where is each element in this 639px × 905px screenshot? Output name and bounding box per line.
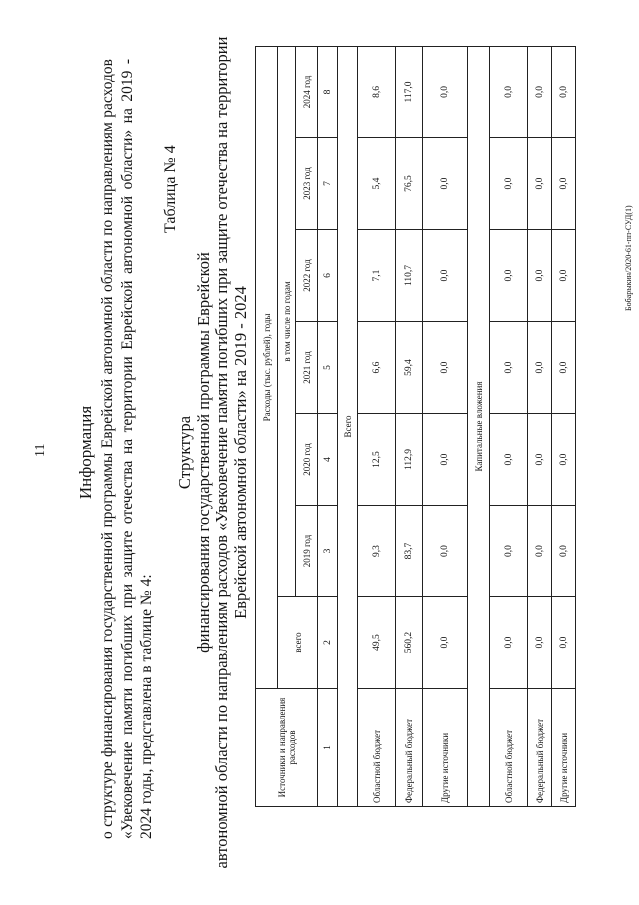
- cell-value: 0,0: [423, 322, 468, 414]
- cell-value: 0,0: [423, 506, 468, 597]
- cell-value: 76,5: [396, 138, 423, 230]
- cell-value: 0,0: [423, 230, 468, 322]
- cell-value: 0,0: [552, 230, 576, 322]
- column-number: 5: [318, 322, 338, 414]
- cell-value: 8,6: [358, 46, 396, 137]
- cell-value: 0,0: [528, 414, 552, 506]
- cell-value: 0,0: [552, 322, 576, 414]
- column-number: 7: [318, 138, 338, 230]
- cell-value: 0,0: [490, 414, 528, 506]
- header-including: в том числе по годам: [278, 46, 296, 596]
- cell-value: 59,4: [396, 322, 423, 414]
- cell-value: 83,7: [396, 506, 423, 597]
- cell-value: 0,0: [490, 506, 528, 597]
- cell-value: 0,0: [552, 506, 576, 597]
- cell-value: 0,0: [528, 597, 552, 689]
- cell-value: 0,0: [490, 322, 528, 414]
- table-row: [552, 46, 576, 806]
- footer-code: Бобарыкин/2020-61-пп-СУД(1): [624, 205, 633, 311]
- cell-value: 0,0: [423, 46, 468, 137]
- table-row: [528, 46, 552, 806]
- header-year: 2020 год: [296, 414, 318, 506]
- cell-value: 117,0: [396, 46, 423, 137]
- header-total: всего: [278, 597, 318, 689]
- intro-paragraph: о структуре финансирования государственной программы Еврейской автономной области по направлениям расходов «Увековечение памяти погибших при защите отечества на территории Еврейской автономной области» на 2019 - 2024 годы, представлена в таблице № 4:: [99, 59, 155, 839]
- cell-value: 0,0: [552, 414, 576, 506]
- structure-title-line: Структура: [175, 415, 194, 490]
- structure-title: [176, 0, 250, 905]
- structure-title-line: финансирования государственной программы Еврейской: [193, 252, 213, 653]
- cell-value: 110,7: [396, 230, 423, 322]
- row-source: Другие источники: [552, 689, 576, 807]
- cell-value: 0,0: [552, 597, 576, 689]
- row-source: Федеральный бюджет: [528, 689, 552, 807]
- cell-value: 7,1: [358, 230, 396, 322]
- table-label: Таблица № 4: [162, 145, 179, 233]
- column-number: 1: [318, 689, 338, 807]
- header-year: 2023 год: [296, 138, 318, 230]
- cell-value: 0,0: [552, 138, 576, 230]
- cell-value: 0,0: [528, 46, 552, 137]
- cell-value: 0,0: [490, 230, 528, 322]
- financing-table: [255, 46, 576, 807]
- cell-value: 0,0: [552, 46, 576, 137]
- table-row: [490, 46, 528, 806]
- cell-value: 0,0: [528, 506, 552, 597]
- column-number: 3: [318, 506, 338, 597]
- header-year: 2021 год: [296, 322, 318, 414]
- column-number: 2: [318, 597, 338, 689]
- cell-value: 0,0: [528, 138, 552, 230]
- header-year: 2019 год: [296, 506, 318, 597]
- row-source: Федеральный бюджет: [396, 689, 423, 807]
- cell-value: 9,3: [358, 506, 396, 597]
- column-number: 4: [318, 414, 338, 506]
- cell-value: 112,9: [396, 414, 423, 506]
- row-source: Областной бюджет: [358, 689, 396, 807]
- table-row: [358, 46, 396, 806]
- table-row: [396, 46, 423, 806]
- section-title: Капитальные вложения: [468, 46, 490, 806]
- column-number: 6: [318, 230, 338, 322]
- structure-title-line: автономной области по направлениям расходов «Увековечение памяти погибших при защите отечества на территории: [212, 36, 231, 869]
- cell-value: 0,0: [490, 138, 528, 230]
- header-expenses: Расходы (тыс. рублей), годы: [256, 46, 278, 688]
- info-title: Информация: [76, 405, 95, 500]
- header-year: 2024 год: [296, 46, 318, 137]
- page-number: 11: [33, 443, 48, 457]
- header-sources: Источники и направления расходов: [256, 689, 318, 807]
- cell-value: 560,2: [396, 597, 423, 689]
- cell-value: 12,5: [358, 414, 396, 506]
- row-source: Областной бюджет: [490, 689, 528, 807]
- cell-value: 0,0: [528, 230, 552, 322]
- row-source: Другие источники: [423, 689, 468, 807]
- cell-value: 6,6: [358, 322, 396, 414]
- cell-value: 49,5: [358, 597, 396, 689]
- cell-value: 0,0: [490, 46, 528, 137]
- cell-value: 0,0: [423, 597, 468, 689]
- cell-value: 0,0: [423, 414, 468, 506]
- column-number: 8: [318, 46, 338, 137]
- cell-value: 0,0: [423, 138, 468, 230]
- cell-value: 0,0: [528, 322, 552, 414]
- cell-value: 0,0: [490, 597, 528, 689]
- section-title: Всего: [338, 46, 358, 806]
- cell-value: 5,4: [358, 138, 396, 230]
- structure-title-line: Еврейской автономной области» на 2019 - 2024: [230, 286, 250, 619]
- table-row: [423, 46, 468, 806]
- header-year: 2022 год: [296, 230, 318, 322]
